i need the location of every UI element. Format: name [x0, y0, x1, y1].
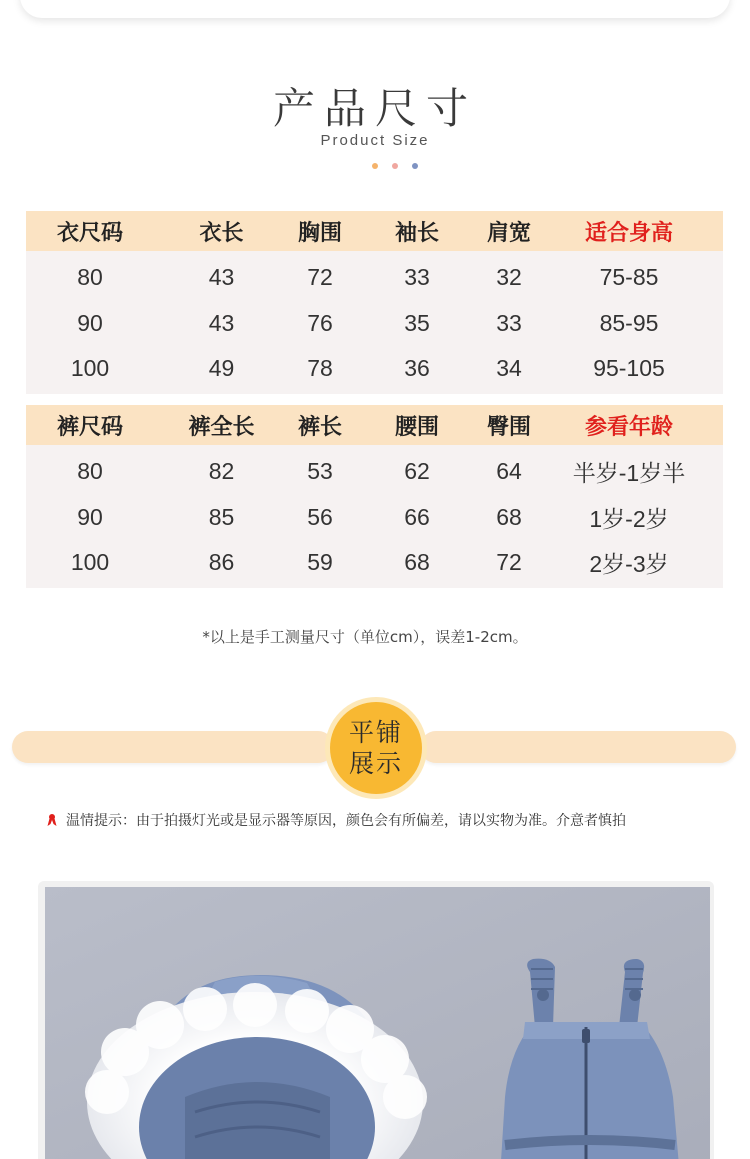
table-cell: 90: [77, 503, 103, 530]
table-cell: 35: [404, 309, 430, 336]
table-cell: 56: [307, 503, 333, 530]
table-cell: 80: [77, 264, 103, 291]
table-cell: 36: [404, 355, 430, 382]
banner-line-2: 展示: [348, 749, 403, 778]
table-cell: 半岁-1岁半: [572, 460, 686, 487]
table-row: [26, 301, 723, 347]
table-row: [26, 255, 723, 301]
table-cell: 32: [496, 264, 522, 291]
pants-table-header: [26, 405, 723, 445]
ribbon-icon: [46, 813, 58, 827]
table-cell: 68: [496, 503, 522, 530]
header-cell: 衣尺码: [56, 220, 123, 246]
tip-text: 温情提示：由于拍摄灯光或是显示器等原因，颜色会有所偏差，请以实物为准。介意者慎拍: [66, 813, 626, 829]
table-cell: 68: [404, 549, 430, 576]
table-cell: 34: [496, 355, 522, 382]
top-card-edge: [20, 0, 730, 18]
table-row: [26, 495, 723, 541]
table-cell: 62: [404, 458, 430, 485]
table-row: [26, 346, 723, 392]
section-subtitle: Product Size: [320, 132, 430, 149]
table-cell: 2岁-3岁: [589, 551, 669, 578]
table-cell: 100: [70, 355, 110, 382]
header-cell: 胸围: [297, 220, 342, 246]
header-cell: 肩宽: [486, 220, 531, 246]
table-row: [26, 540, 723, 586]
table-cell: 49: [208, 355, 235, 382]
pants-table-body: [26, 445, 723, 588]
product-illustration: [45, 887, 710, 1159]
dot-orange: [372, 163, 378, 169]
table-cell: 90: [77, 309, 103, 336]
banner-bar-right: [420, 731, 736, 763]
table-cell: 86: [208, 549, 235, 576]
table-cell: 82: [208, 458, 235, 485]
table-cell: 59: [307, 549, 333, 576]
banner-bar-left: [12, 731, 334, 763]
table-cell: 80: [77, 458, 103, 485]
table-cell: 78: [307, 355, 333, 382]
table-cell: 64: [496, 458, 522, 485]
table-cell: 76: [307, 309, 333, 336]
table-cell: 33: [496, 309, 522, 336]
banner-badge: [330, 702, 422, 794]
dot-pink: [392, 163, 398, 169]
product-photo: [45, 887, 710, 1159]
banner-line-1: 平铺: [348, 718, 403, 747]
table-cell: 1岁-2岁: [589, 505, 669, 532]
table-cell: 43: [208, 309, 235, 336]
pants-size-table: [26, 405, 723, 588]
table-row: [26, 449, 723, 495]
table-cell: 72: [496, 549, 522, 576]
top-size-table: [26, 211, 723, 394]
header-cell: 腰围: [394, 414, 439, 440]
table-cell: 100: [70, 549, 110, 576]
table-cell: 95-105: [593, 355, 665, 382]
header-cell: 裤全长: [188, 414, 255, 440]
header-cell-highlight: 参看年龄: [584, 414, 673, 440]
header-cell: 裤尺码: [56, 414, 123, 440]
header-cell: 袖长: [394, 220, 439, 246]
top-table-body: [26, 251, 723, 394]
top-table-header: [26, 211, 723, 251]
dot-blue: [412, 163, 418, 169]
table-cell: 85: [208, 503, 235, 530]
header-cell: 臀围: [486, 414, 531, 440]
table-cell: 85-95: [599, 309, 659, 336]
table-cell: 72: [307, 264, 333, 291]
table-cell: 33: [404, 264, 430, 291]
header-cell: 裤长: [297, 414, 342, 440]
header-cell: 衣长: [199, 220, 244, 246]
color-tip: [46, 810, 626, 830]
measurement-note: *以上是手工测量尺寸（单位cm），误差1-2cm。: [202, 628, 528, 646]
table-cell: 66: [404, 503, 430, 530]
table-cell: 53: [307, 458, 333, 485]
header-cell-highlight: 适合身高: [584, 220, 673, 246]
table-cell: 75-85: [599, 264, 659, 291]
section-title: 产品尺寸: [272, 84, 477, 133]
table-cell: 43: [208, 264, 235, 291]
